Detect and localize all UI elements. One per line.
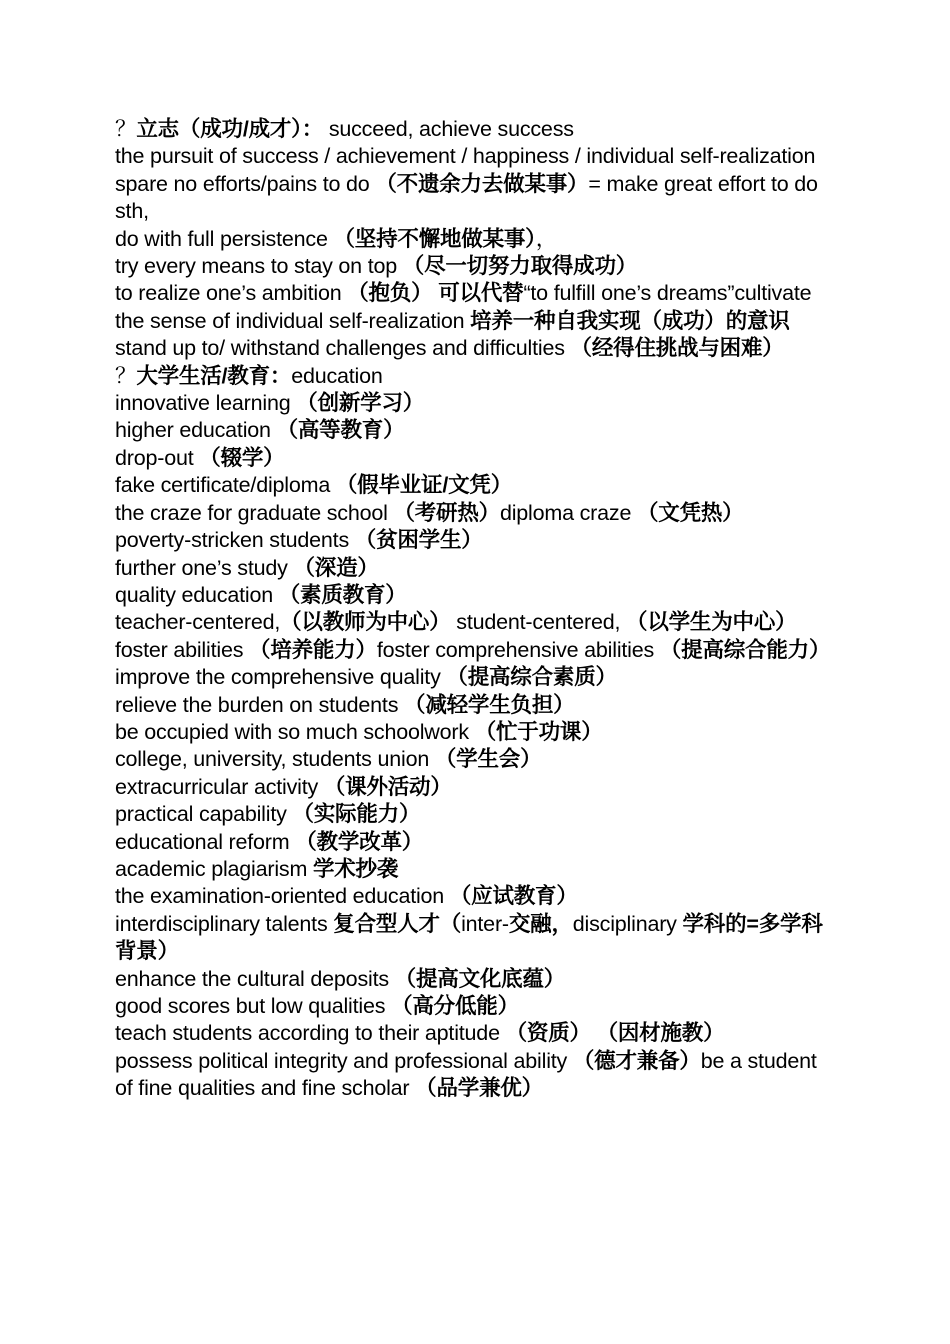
english-phrase: teacher-centered, bbox=[115, 610, 281, 635]
chinese-gloss: （不遗余力去做某事） bbox=[375, 171, 589, 196]
text-line bbox=[115, 555, 835, 582]
english-phrase: interdisciplinary talents bbox=[115, 911, 334, 936]
text-line bbox=[115, 417, 835, 444]
text-line bbox=[115, 692, 835, 719]
chinese-gloss: （应试教育） bbox=[449, 884, 578, 909]
chinese-gloss: （以学生为中心） bbox=[626, 610, 797, 635]
text-line bbox=[115, 609, 835, 664]
text-line bbox=[115, 1020, 835, 1047]
english-phrase: ？ bbox=[115, 363, 137, 388]
english-phrase: stand up to/ withstand challenges and difficulties bbox=[115, 336, 571, 361]
document-body bbox=[115, 116, 835, 1103]
text-line bbox=[115, 253, 835, 280]
chinese-gloss: （培养能力） bbox=[249, 637, 377, 662]
text-line bbox=[115, 390, 835, 417]
chinese-gloss: （深造） bbox=[293, 555, 379, 580]
chinese-gloss: （提高文化底蕴） bbox=[394, 966, 566, 991]
chinese-gloss: （辍学） bbox=[199, 445, 285, 470]
chinese-gloss: （减轻学生负担） bbox=[404, 692, 575, 717]
chinese-gloss: （课外活动） bbox=[323, 774, 452, 799]
text-line bbox=[115, 664, 835, 691]
chinese-gloss: （贫困学生） bbox=[354, 528, 483, 553]
english-phrase: the craze for graduate school bbox=[115, 500, 394, 525]
text-line bbox=[115, 171, 835, 226]
chinese-gloss: （提高综合能力） bbox=[659, 637, 831, 662]
english-phrase: poverty-stricken students bbox=[115, 528, 355, 553]
text-line bbox=[115, 363, 835, 390]
chinese-gloss: （忙于功课） bbox=[474, 719, 603, 744]
english-phrase: inter- bbox=[461, 911, 509, 936]
chinese-gloss: 培养一种自我实现（成功）的意识 bbox=[470, 308, 790, 333]
english-phrase: do with full persistence bbox=[115, 226, 334, 251]
text-line bbox=[115, 993, 835, 1020]
chinese-gloss: 学术抄袭 bbox=[312, 856, 399, 881]
english-phrase: ？ bbox=[115, 117, 137, 141]
chinese-gloss: （以教师为中心） bbox=[280, 610, 451, 635]
text-line bbox=[115, 500, 835, 527]
text-line bbox=[115, 883, 835, 910]
english-phrase: enhance the cultural deposits bbox=[115, 966, 395, 991]
chinese-gloss: 立志（成功/成才）： bbox=[136, 117, 324, 141]
english-phrase: try every means to stay on top bbox=[115, 254, 403, 279]
chinese-gloss: （德才兼备） bbox=[572, 1048, 701, 1073]
english-phrase: further one’s study bbox=[115, 555, 294, 580]
chinese-gloss: 复合型人才（ bbox=[333, 911, 462, 936]
english-phrase: disciplinary bbox=[572, 911, 683, 936]
text-line bbox=[115, 472, 835, 499]
chinese-gloss: （假毕业证/文凭） bbox=[335, 473, 513, 498]
chinese-gloss: （高分低能） bbox=[391, 994, 519, 1018]
chinese-gloss: （高等教育） bbox=[276, 418, 405, 443]
english-phrase: educational reform bbox=[115, 829, 296, 854]
english-phrase: foster abilities bbox=[115, 637, 250, 662]
chinese-gloss: （经得住挑战与困难） bbox=[570, 336, 784, 361]
chinese-gloss: （考研热） bbox=[393, 500, 500, 525]
chinese-gloss: （提高综合素质） bbox=[446, 665, 617, 690]
english-phrase: “to fulfill one’s dreams”cultivate the sense of individual self-realization bbox=[115, 281, 812, 333]
text-line bbox=[115, 280, 835, 335]
english-phrase: possess political integrity and professional ability bbox=[115, 1048, 573, 1073]
english-phrase: college, university, students union bbox=[115, 747, 435, 772]
text-line bbox=[115, 801, 835, 828]
english-phrase: ， bbox=[535, 226, 558, 251]
chinese-gloss: （品学兼优） bbox=[415, 1076, 543, 1101]
chinese-gloss: （学生会） bbox=[434, 747, 542, 772]
chinese-gloss: 交融， bbox=[508, 911, 573, 936]
english-phrase: to realize one’s ambition bbox=[115, 281, 348, 306]
english-phrase: be a student of fine qualities and fine scholar bbox=[115, 1048, 817, 1101]
english-phrase: student-centered, bbox=[450, 610, 627, 635]
text-line bbox=[115, 856, 835, 883]
chinese-gloss: 大学生活/教育： bbox=[136, 363, 292, 388]
text-line bbox=[115, 527, 835, 554]
text-line bbox=[115, 719, 835, 746]
chinese-gloss: （文凭热） bbox=[636, 500, 744, 525]
english-phrase: teach students according to their aptitude bbox=[115, 1021, 506, 1046]
text-line bbox=[115, 829, 835, 856]
text-line bbox=[115, 1048, 835, 1103]
english-phrase: innovative learning bbox=[115, 391, 297, 416]
english-phrase: drop-out bbox=[115, 445, 200, 470]
text-line bbox=[115, 746, 835, 773]
chinese-gloss: （尽一切努力取得成功） bbox=[402, 254, 638, 279]
english-phrase: fake certificate/diploma bbox=[115, 473, 336, 498]
text-line bbox=[115, 774, 835, 801]
english-phrase: spare no efforts/pains to do bbox=[115, 171, 376, 196]
text-line bbox=[115, 335, 835, 362]
text-line bbox=[115, 445, 835, 472]
english-phrase: good scores but low qualities bbox=[115, 994, 392, 1018]
english-phrase: practical capability bbox=[115, 802, 293, 827]
english-phrase: the examination-oriented education bbox=[115, 884, 450, 909]
english-phrase: education bbox=[291, 363, 383, 388]
english-phrase: succeed, achieve success bbox=[323, 117, 574, 141]
chinese-gloss: （教学改革） bbox=[295, 829, 424, 854]
english-phrase: the pursuit of success / achievement / happiness / individual self-realization bbox=[115, 144, 816, 169]
text-line bbox=[115, 966, 835, 993]
text-line bbox=[115, 911, 835, 966]
chinese-gloss: （实际能力） bbox=[292, 802, 421, 827]
chinese-gloss: 学科的=多学科背景） bbox=[115, 911, 823, 964]
english-phrase: academic plagiarism bbox=[115, 856, 313, 881]
chinese-gloss: （坚持不懈地做某事） bbox=[333, 226, 536, 251]
english-phrase: diploma craze bbox=[499, 500, 637, 525]
text-line bbox=[115, 143, 835, 170]
text-line bbox=[115, 226, 835, 253]
english-phrase: foster comprehensive abilities bbox=[376, 637, 660, 662]
chinese-gloss: （资质） （因材施教） bbox=[505, 1021, 725, 1046]
text-line bbox=[115, 116, 835, 143]
english-phrase: extracurricular activity bbox=[115, 774, 324, 799]
english-phrase: be occupied with so much schoolwork bbox=[115, 719, 475, 744]
chinese-gloss: （抱负） 可以代替 bbox=[347, 281, 524, 306]
text-line bbox=[115, 582, 835, 609]
english-phrase: improve the comprehensive quality bbox=[115, 665, 447, 690]
english-phrase: quality education bbox=[115, 582, 279, 607]
english-phrase: = make great effort to do sth, bbox=[115, 171, 818, 224]
chinese-gloss: （创新学习） bbox=[296, 391, 425, 416]
chinese-gloss: （素质教育） bbox=[278, 582, 407, 607]
english-phrase: higher education bbox=[115, 418, 277, 443]
english-phrase: relieve the burden on students bbox=[115, 692, 405, 717]
